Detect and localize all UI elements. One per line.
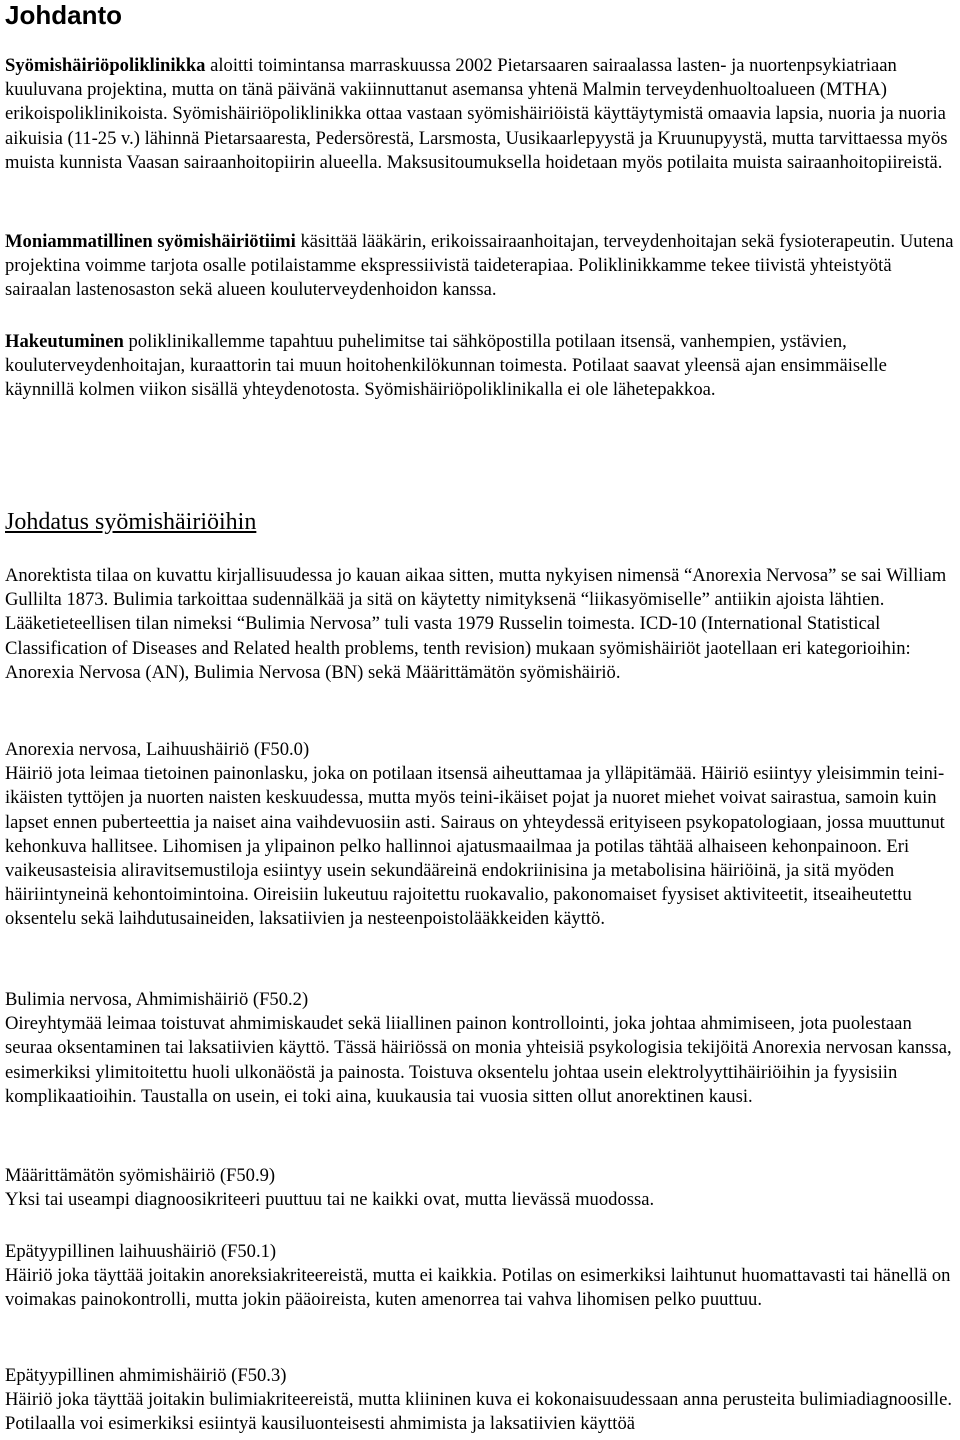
intro-lead-2: Moniammatillinen syömishäiriötiimi bbox=[5, 231, 296, 252]
section-title: Johdatus syömishäiriöihin bbox=[5, 509, 257, 535]
definition-heading: Epätyypillinen ahmimishäiriö (F50.3) bbox=[5, 1365, 287, 1386]
intro-paragraph-2 bbox=[5, 230, 955, 303]
definition-text: Häiriö jota leimaa tietoinen painonlasku, joka on potilaan itsensä aiheuttamaa ja ylläpitämää. Häiriö esiintyy yleisimmin teini-ikäisten tyttöjen ja nuorten naisten keskuudessa, mutta myös teini-ikäiset pojat ja nuoret miehet voivat sairastua, samoin kuin lapset ennen puberteettia ja naiset aina vaihdevuosiin asti. Sairaus on yhteydessä erityiseen psykopatologiaan, jossa muuttunut kehonkuva hallitsee. Lihomisen ja ylipainon pelko hallinnoi ajatusmaailmaa ja potilas tähtää alhaiseen kehonpainoon. Eri vaikeusasteisia aliravitsemustiloja esiintyy usein sekundääreinä endokriinisina ja metabolisina häiriöinä, ja sitä myöden häiriintyneinä kehontoimintoina. Oireisiin lukeutuu rajoitettu ruokavalio, pakonomaiset fyysiset aktiviteetit, itseaiheutettu oksentelu sekä laihdutusaineiden, laksatiivien ja nesteenpoistolääkkeiden käyttö. bbox=[5, 763, 945, 930]
definition-atypical-anorexia bbox=[5, 1240, 955, 1313]
definition-bulimia bbox=[5, 988, 955, 1109]
intro-text-3: poliklinikallemme tapahtuu puhelimitse tai sähköpostilla potilaan itsensä, vanhempien, ystävien, kouluterveydenhoitajan, kuraattorin tai muun hoitohenkilökunnan toimesta. Potilaat saavat yleensä ajan ensimmäiselle käynnillä kolmen viikon sisällä yhteydenotosta. Syömishäiriöpoliklinikalla ei ole lähetepakkoa. bbox=[5, 331, 887, 401]
intro-paragraph-1 bbox=[5, 54, 955, 175]
intro-lead-1: Syömishäiriöpoliklinikka bbox=[5, 55, 206, 76]
definition-anorexia bbox=[5, 738, 955, 932]
definition-text: Häiriö joka täyttää joitakin anoreksiakriteereistä, mutta ei kaikkia. Potilas on esimerkiksi laihtunut huomattavasti tai hänellä on voimakas painokontrolli, mutta jokin pääoireista, kuten amenorrea tai vahva lihomisen pelko puuttuu. bbox=[5, 1265, 951, 1311]
intro-text-1: aloitti toimintansa marraskuussa 2002 Pietarsaaren sairaalassa lasten- ja nuortenpsykiatriaan kuuluvana projektina, mutta on tänä päivänä vakiinnuttanut asemansa yhtenä Malmin terveydenhuoltoalueen (MTHA) erikoispoliklinikoista. Syömishäiriöpoliklinikka ottaa vastaan syömishäiriöistä käyttäytymistä omaavia lapsia, nuoria ja nuoria aikuisia (11-25 v.) lähinnä Pietarsaaresta, Pedersörestä, Larsmosta, Uusikaarlepyystä ja Kruunupyystä, mutta tarvittaessa myös muista kunnista Vaasan sairaanhoitopiirin alueella. Maksusitoumuksella hoidetaan myös potilaita muista sairaanhoitopiireistä. bbox=[5, 55, 948, 173]
definition-text: Oireyhtymää leimaa toistuvat ahmimiskaudet sekä liiallinen painon kontrollointi, joka johtaa ahmimiseen, jota puolestaan seuraa oksentaminen tai laksatiivien käyttö. Tässä häiriössä on monia yhteisiä psykologisia tekijöitä Anorexia nervosan kanssa, esimerkiksi ylimitoitettu huoli ulkonäöstä ja painosta. Toistuva oksentelu johtaa usein elektrolyyttihäiriöihin ja fyysisiin komplikaatioihin. Taustalla on usein, ei toki aina, kuukausia tai vuosia sitten ollut anorektinen kausi. bbox=[5, 1013, 952, 1107]
intro-text-2: käsittää lääkärin, erikoissairaanhoitajan, terveydenhoitajan sekä fysioterapeutin. Uutena projektina voimme tarjota osalle potilaistamme ekspressiivistä taideterapiaa. Poliklinikkamme tekee tiivistä yhteistyötä sairaalan lastenosaston sekä alueen kouluterveydenhoidon kanssa. bbox=[5, 231, 954, 301]
definition-heading: Anorexia nervosa, Laihuushäiriö (F50.0) bbox=[5, 739, 310, 760]
definition-heading: Määrittämätön syömishäiriö (F50.9) bbox=[5, 1165, 276, 1186]
intro-paragraph-3 bbox=[5, 330, 955, 403]
intro-lead-3: Hakeutuminen bbox=[5, 331, 124, 352]
definition-text: Häiriö joka täyttää joitakin bulimiakriteereistä, mutta kliininen kuva ei kokonaisuudessaan anna perusteita bulimiadiagnoosille. Potilaalla voi esimerkiksi esiintyä kausiluonteisesti ahmimista ja laksatiivien käyttöä bbox=[5, 1389, 952, 1435]
section-intro-paragraph: Anorektista tilaa on kuvattu kirjallisuudessa jo kauan aikaa sitten, mutta nykyisen nimensä “Anorexia Nervosa” se sai William Gullilta 1873. Bulimia tarkoittaa sudennälkää ja sitä on käytetty nimityksenä “liikasyömiselle” antiikin ajoista lähtien. Lääketieteellisen tilan nimeksi “Bulimia Nervosa” tuli vasta 1979 Russelin toimesta. ICD-10 (International Statistical Classification of Diseases and Related health problems, tenth revision) mukaan syömishäiriöt jaotellaan eri kategorioihin: Anorexia Nervosa (AN), Bulimia Nervosa (BN) sekä Määrittämätön syömishäiriö. bbox=[5, 565, 947, 683]
definition-atypical-bulimia bbox=[5, 1364, 955, 1437]
definition-text: Yksi tai useampi diagnoosikriteeri puuttuu tai ne kaikki ovat, mutta lievässä muodossa. bbox=[5, 1189, 655, 1211]
page-title: Johdanto bbox=[5, 0, 122, 30]
definition-heading: Epätyypillinen laihuushäiriö (F50.1) bbox=[5, 1241, 277, 1262]
definition-heading: Bulimia nervosa, Ahmimishäiriö (F50.2) bbox=[5, 989, 309, 1010]
definition-unspecified bbox=[5, 1164, 955, 1212]
